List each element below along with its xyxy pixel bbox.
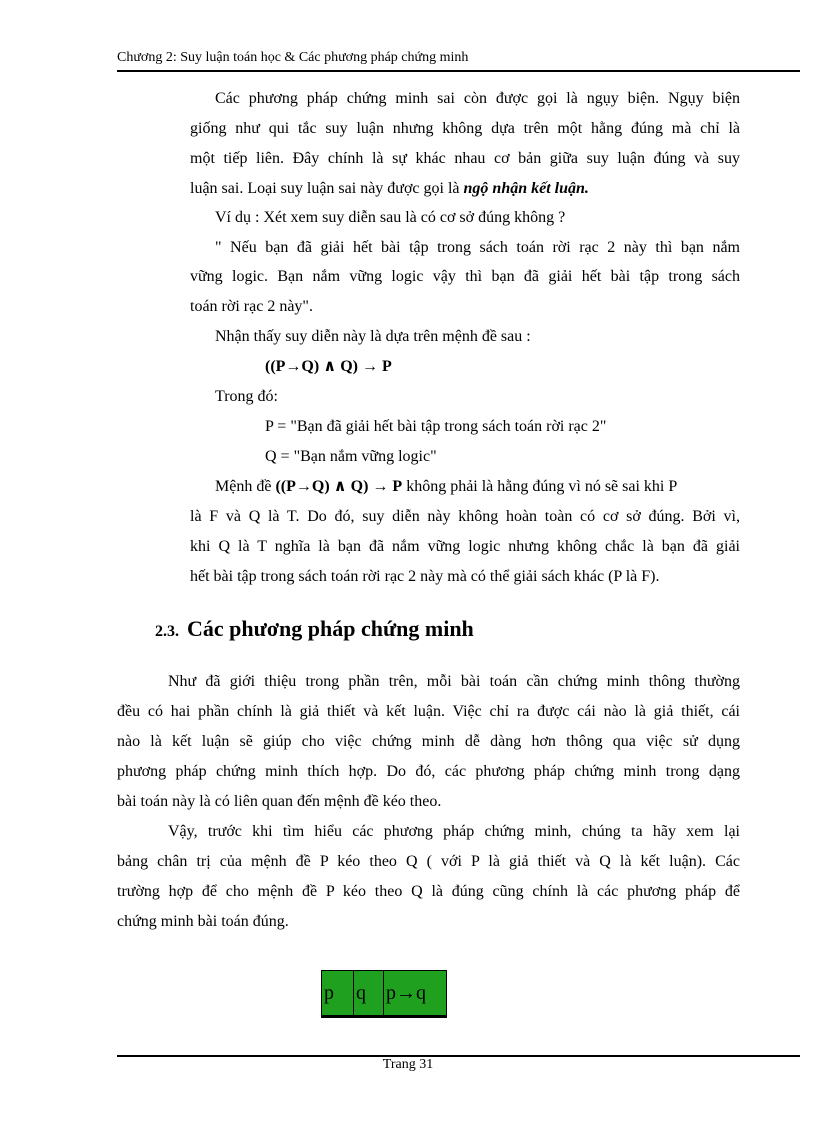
quote-line-1: " Nếu bạn đã giải hết bài tập trong sách toán rời rạc 2 này thì bạn nắm (215, 239, 740, 256)
body1-line-1: Như đã giới thiệu trong phần trên, mỗi bài toán cần chứng minh thông thường (168, 673, 740, 690)
header-divider (117, 70, 800, 72)
formula: ((P→Q) ∧ Q) → P (265, 358, 392, 375)
body2-line-4: chứng minh bài toán đúng. (117, 913, 289, 930)
section-title: Các phương pháp chứng minh (187, 616, 474, 641)
intro-line-1: Các phương pháp chứng minh sai còn được gọi là ngụy biện. Ngụy biện (215, 90, 740, 107)
intro-line-4-text: luận sai. Loại suy luận sai này được gọi là (190, 180, 464, 197)
intro-line-2: giống như qui tắc suy luận nhưng không dựa trên một hằng đúng mà chỉ là (190, 120, 740, 137)
p-definition: P = "Bạn đã giải hết bài tập trong sách toán rời rạc 2" (265, 418, 607, 435)
page-header: Chương 2: Suy luận toán học & Các phương pháp chứng minh (117, 50, 469, 65)
quote-line-3: toán rời rạc 2 này". (190, 298, 313, 315)
page-number: Trang 31 (382, 1057, 434, 1072)
body2-line-1: Vậy, trước khi tìm hiểu các phương pháp chứng minh, chúng ta hãy xem lại (168, 823, 740, 840)
example-heading: Ví dụ : Xét xem suy diễn sau là có cơ sở đúng không ? (215, 209, 566, 226)
conclusion-formula: ((P→Q) ∧ Q) → P (275, 478, 403, 495)
conclusion-line-4: hết bài tập trong sách toán rời rạc 2 này mà có thể giải sách khác (P là F). (190, 568, 660, 585)
conclusion-suffix: không phải là hằng đúng vì nó sẽ sai khi P (402, 478, 678, 495)
section-heading (155, 616, 474, 642)
conclusion-line-2: là F và Q là T. Do đó, suy diễn này không hoàn toàn có cơ sở đúng. Bởi vì, (190, 508, 740, 525)
truth-table-header-q: q (354, 971, 384, 1015)
q-definition: Q = "Bạn nắm vững logic" (265, 448, 437, 465)
truth-table-header-implication: p→q (384, 971, 446, 1015)
quote-line-2: vững logic. Bạn nắm vững logic vậy thì bạn đã giải hết bài tập trong sách (190, 268, 740, 285)
where-label: Trong đó: (215, 388, 278, 405)
intro-line-4 (190, 174, 589, 204)
intro-line-3: một tiếp liên. Đây chính là sự khác nhau cơ bản giữa suy luận đúng và suy (190, 150, 740, 167)
body2-line-2: bảng chân trị của mệnh đề P kéo theo Q ( với P là giả thiết và Q là kết luận). Các (117, 853, 740, 870)
observation: Nhận thấy suy diễn này là dựa trên mệnh đề sau : (215, 328, 531, 345)
body1-line-4: phương pháp chứng minh thích hợp. Do đó, các phương pháp chứng minh trong dạng (117, 763, 740, 780)
fallacy-term: ngộ nhận kết luận. (463, 180, 589, 197)
conclusion-prefix: Mệnh đề (215, 478, 276, 495)
body1-line-3: nào là kết luận sẽ giúp cho việc chứng minh dễ dàng hơn thông qua việc sử dụng (117, 733, 740, 750)
conclusion-line-1 (215, 472, 677, 502)
section-number: 2.3. (155, 623, 179, 640)
conclusion-line-3: khi Q là T nghĩa là bạn đã nắm vững logic nhưng không chắc là bạn đã giải (190, 538, 740, 555)
truth-table (321, 970, 447, 1018)
body1-line-2: đều có hai phần chính là giả thiết và kết luận. Việc chỉ ra được cái nào là giả thiết, cái (117, 703, 740, 720)
truth-table-header-p: p (322, 971, 354, 1015)
body1-line-5: bài toán này là có liên quan đến mệnh đề kéo theo. (117, 793, 442, 810)
body2-line-3: trường hợp để cho mệnh đề P kéo theo Q là đúng cũng chính là các phương pháp để (117, 883, 740, 900)
